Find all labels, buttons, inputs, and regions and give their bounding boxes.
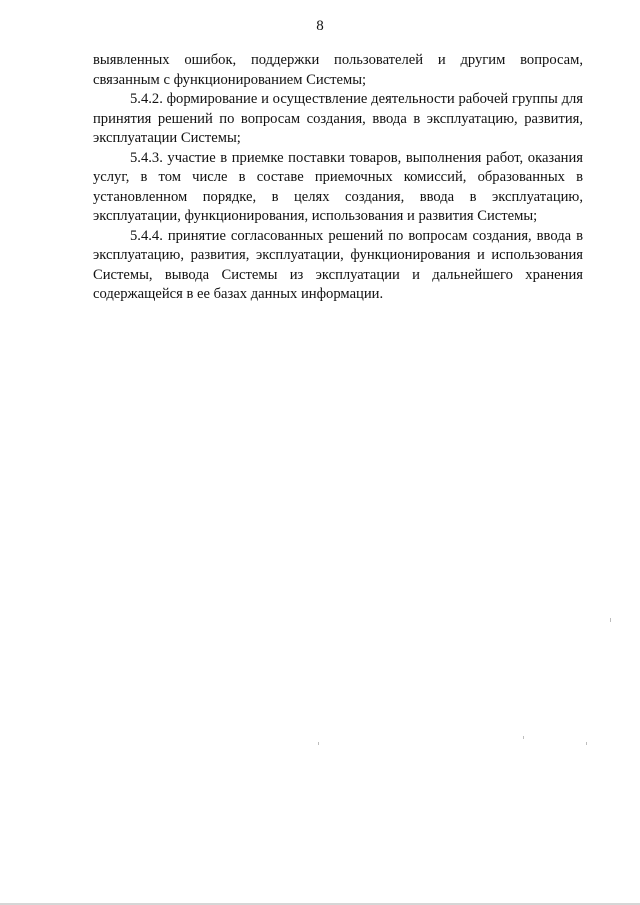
document-body: [93, 51, 583, 305]
scan-artifact: [610, 618, 611, 622]
paragraph-5-4-4: 5.4.4. принятие согласованных решений по вопросам создания, ввода в эксплуатацию, развития, эксплуатации, функционирования и использования Системы, вывода Системы из эксплуатации и дальнейшего хранения содержащейся в ее базах данных информации.: [93, 227, 583, 302]
paragraph-5-4-2: 5.4.2. формирование и осуществление деятельности рабочей группы для принятия решений по вопросам создания, ввода в эксплуатацию, развития, эксплуатации Системы;: [93, 91, 583, 146]
paragraph-continuation: выявленных ошибок, поддержки пользователей и другим вопросам, связанным с функционированием Системы;: [93, 52, 583, 88]
scan-artifact: [523, 736, 524, 739]
page-number: 8: [316, 18, 324, 34]
scan-artifact: [318, 742, 319, 745]
paragraph-5-4-3: 5.4.3. участие в приемке поставки товаров, выполнения работ, оказания услуг, в том числе в составе приемочных комиссий, образованных в установленном порядке, в целях создания, ввода в эксплуатацию, эксплуатации, функционирования, использования и развития Системы;: [93, 149, 583, 224]
scan-artifact: [586, 742, 587, 745]
